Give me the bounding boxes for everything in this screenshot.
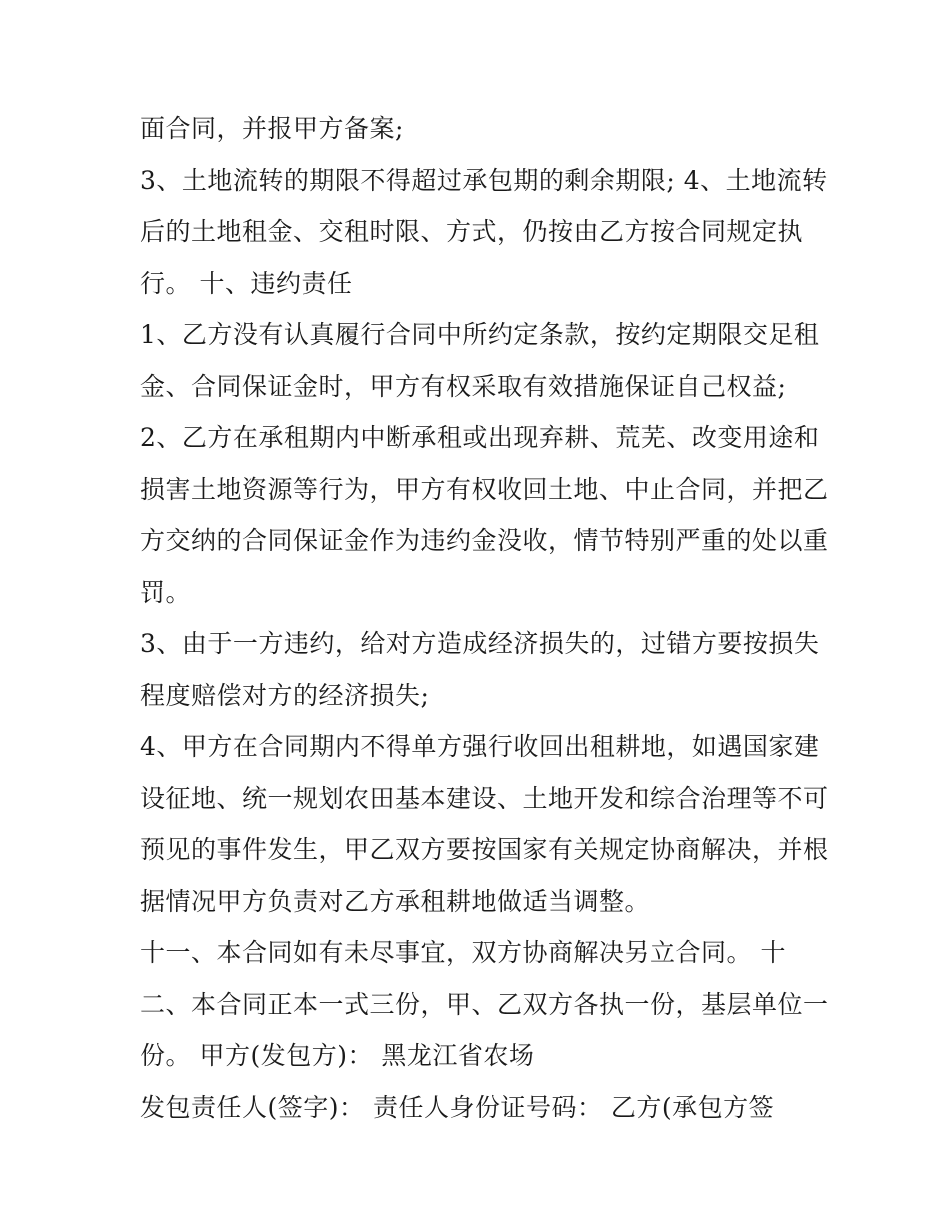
text-line: 十一、本合同如有未尽事宜，双方协商解决另立合同。 十 bbox=[140, 938, 786, 967]
contract-text-body bbox=[140, 103, 830, 1133]
text-line: 3、土地流转的期限不得超过承包期的剩余期限; 4、土地流转 bbox=[140, 165, 828, 195]
text-line: 份。 甲方(发包方)： 黑龙江省农场 bbox=[140, 1041, 535, 1070]
text-line: 损害土地资源等行为，甲方有权收回土地、中止合同，并把乙 bbox=[140, 474, 829, 504]
text-line: 预见的事件发生，甲乙双方要按国家有关规定协商解决，并根 bbox=[140, 835, 829, 864]
text-line: 据情况甲方负责对乙方承租耕地做适当调整。 bbox=[140, 886, 651, 916]
text-line: 二、本合同正本一式三份，甲、乙双方各执一份，基层单位一 bbox=[140, 989, 829, 1019]
text-line: 1、乙方没有认真履行合同中所约定条款，按约定期限交足租 bbox=[140, 320, 820, 349]
text-line: 后的土地租金、交租时限、方式，仍按由乙方按合同规定执 bbox=[140, 217, 804, 246]
text-line: 罚。 bbox=[140, 577, 192, 607]
text-line: 发包责任人(签字)： 责任人身份证号码： 乙方(承包方签 bbox=[140, 1092, 775, 1122]
text-line: 方交纳的合同保证金作为违约金没收，情节特别严重的处以重 bbox=[140, 526, 829, 555]
text-line: 金、合同保证金时，甲方有权采取有效措施保证自己权益; bbox=[140, 371, 787, 401]
text-line: 设征地、统一规划农田基本建设、土地开发和综合治理等不可 bbox=[140, 783, 829, 813]
text-line: 程度赔偿对方的经济损失; bbox=[140, 680, 430, 710]
text-line: 4、甲方在合同期内不得单方强行收回出租耕地，如遇国家建 bbox=[140, 732, 820, 761]
text-line: 3、由于一方违约，给对方造成经济损失的，过错方要按损失 bbox=[140, 629, 820, 658]
text-line: 2、乙方在承租期内中断承租或出现弃耕、荒芜、改变用途和 bbox=[140, 423, 820, 452]
text-line: 行。 十、违约责任 bbox=[140, 268, 353, 298]
text-line: 面合同，并报甲方备案; bbox=[140, 114, 404, 143]
